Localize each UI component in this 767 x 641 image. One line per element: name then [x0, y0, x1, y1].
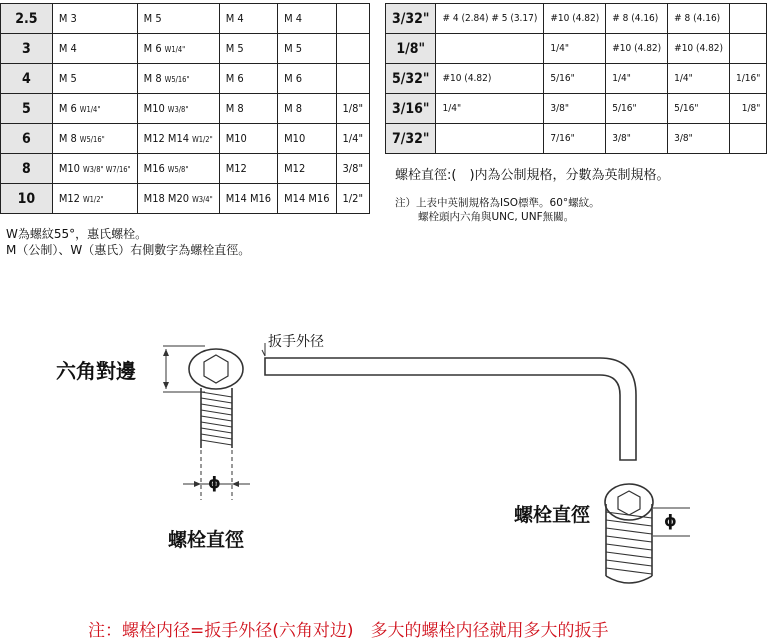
bolt-size-cell: 1/4" — [668, 64, 730, 94]
bolt-size-cell: 1/4" — [544, 34, 606, 64]
table-row — [1, 64, 370, 94]
inch-size-cell: 1/4" — [336, 124, 369, 154]
whitworth-size-text: W5/16" — [164, 75, 190, 84]
bolt-diameter-label-right: 螺栓直徑 — [514, 504, 591, 526]
footnote-1: 注）上表中英制規格為ISO標準。60°螺紋。 — [395, 197, 600, 209]
wrench-size-cell: 5 — [1, 94, 53, 124]
wrench-size-cell: 2.5 — [1, 4, 53, 34]
bolt-head-left — [189, 349, 243, 389]
bolt-size-cell — [52, 34, 137, 64]
whitworth-size-text: W5/8" — [167, 165, 189, 174]
bolt-size-text: M 6 — [58, 102, 77, 115]
bolt-size-cell — [137, 64, 219, 94]
wrench-size-cell: 3/32" — [386, 4, 436, 34]
bolt-size-cell — [730, 4, 767, 34]
table-row — [1, 94, 370, 124]
whitworth-size-text: W3/8" W7/16" — [82, 165, 131, 174]
bolt-size-cell: # 8 (4.16) — [668, 4, 730, 34]
bolt-size-cell: M14 M16 — [219, 184, 277, 214]
bolt-size-cell: 3/8" — [606, 124, 668, 154]
bolt-size-text: M 8 — [143, 72, 162, 85]
bolt-size-cell: M 8 — [219, 94, 277, 124]
wrench-size-cell: 10 — [1, 184, 53, 214]
phi-symbol-right: ϕ — [664, 511, 677, 530]
bolt-size-cell: 1/16" — [730, 64, 767, 94]
bolt-size-cell — [436, 124, 544, 154]
bolt-size-cell — [730, 124, 767, 154]
diameter-note: 螺栓直徑:( )内為公制規格，分數為英制規格。 — [395, 168, 670, 183]
whitworth-size-text: W1/4" — [164, 45, 186, 54]
table-row — [386, 4, 767, 34]
bolt-size-text: M12 M14 — [143, 132, 190, 145]
bolt-size-text: M 6 — [143, 42, 162, 55]
bolt-size-cell: 5/16" — [544, 64, 606, 94]
bolt-size-cell: #10 (4.82) — [668, 34, 730, 64]
whitworth-size-text: W3/4" — [192, 195, 213, 204]
bolt-size-text: M12 — [58, 192, 80, 205]
bolt-size-cell: 7/16" — [544, 124, 606, 154]
m-note: M（公制）、W（惠氏）右側數字為螺栓直徑。 — [6, 243, 251, 257]
bolt-size-cell — [137, 124, 219, 154]
table-row — [1, 4, 370, 34]
bolt-size-cell — [52, 154, 137, 184]
bolt-size-cell: M 4 — [219, 4, 277, 34]
bolt-size-cell — [137, 34, 219, 64]
inch-size-cell — [336, 64, 369, 94]
bolt-size-text: M18 M20 — [143, 192, 190, 205]
table-row — [386, 64, 767, 94]
bolt-size-cell: #10 (4.82) — [606, 34, 668, 64]
bolt-size-cell: 5/16" — [668, 94, 730, 124]
bottom-warning-note: 注：螺栓内径=扳手外径(六角对边) 多大的螺栓内径就用多大的扳手 — [88, 621, 609, 641]
w-note: W為螺紋55°，惠氏螺栓。 — [6, 227, 148, 241]
inch-size-table — [385, 3, 767, 154]
bolt-size-cell: # 4 (2.84) # 5 (3.17) — [436, 4, 544, 34]
inch-size-cell — [336, 4, 369, 34]
bolt-size-cell: #10 (4.82) — [436, 64, 544, 94]
bolt-size-cell: M10 — [219, 124, 277, 154]
hex-socket-left — [204, 355, 228, 383]
bolt-size-cell: M 6 — [278, 64, 336, 94]
wrench-size-cell: 3 — [1, 34, 53, 64]
bolt-size-cell — [137, 94, 219, 124]
bolt-size-cell — [52, 4, 137, 34]
hex-wrench — [265, 358, 636, 460]
bolt-size-cell: M10 — [278, 124, 336, 154]
whitworth-size-text: W1/2" — [82, 195, 104, 204]
wrench-size-cell: 6 — [1, 124, 53, 154]
bolt-size-cell: M 5 — [219, 34, 277, 64]
footnote-2: 螺栓頭内六角與UNC, UNF無關。 — [418, 211, 575, 223]
table-row — [1, 34, 370, 64]
bolt-size-cell: # 8 (4.16) — [606, 4, 668, 34]
bolt-size-cell: 3/8" — [668, 124, 730, 154]
bolt-size-cell — [730, 34, 767, 64]
whitworth-size-text: W3/8" — [167, 105, 189, 114]
inch-size-cell — [336, 34, 369, 64]
bolt-size-text: M16 — [143, 162, 165, 175]
bolt-size-cell — [436, 34, 544, 64]
wrench-size-cell: 4 — [1, 64, 53, 94]
inch-size-cell: 3/8" — [336, 154, 369, 184]
table-row — [1, 154, 370, 184]
bolt-head-right — [605, 484, 653, 520]
bolt-size-cell: 3/8" — [544, 94, 606, 124]
bolt-size-text: M 8 — [58, 132, 77, 145]
phi-symbol-left: ϕ — [208, 473, 221, 492]
bolt-size-text: M10 — [58, 162, 80, 175]
wrench-size-cell: 1/8" — [386, 34, 436, 64]
table-row — [386, 34, 767, 64]
bolt-size-cell — [137, 154, 219, 184]
bolt-size-cell: M 8 — [278, 94, 336, 124]
bolt-size-cell: 5/16" — [606, 94, 668, 124]
table-row — [386, 94, 767, 124]
bolt-size-cell: 1/4" — [436, 94, 544, 124]
metric-size-table — [0, 3, 370, 214]
bolt-size-cell — [137, 184, 219, 214]
table-row — [386, 124, 767, 154]
bolt-size-cell — [52, 64, 137, 94]
bolt-size-cell — [52, 124, 137, 154]
table-row — [1, 124, 370, 154]
bolt-size-text: M 5 — [58, 72, 77, 85]
bolt-size-cell: M 5 — [278, 34, 336, 64]
wrench-size-cell: 7/32" — [386, 124, 436, 154]
whitworth-size-text: W1/2" — [192, 135, 213, 144]
hex-across-flats-label: 六角對邊 — [56, 359, 136, 383]
bolt-size-text: M 4 — [58, 42, 77, 55]
bolt-size-cell: #10 (4.82) — [544, 4, 606, 34]
inch-size-cell: 1/2" — [336, 184, 369, 214]
bolt-size-cell: M14 M16 — [278, 184, 336, 214]
bolt-size-cell — [137, 4, 219, 34]
bolt-size-cell: M12 — [278, 154, 336, 184]
whitworth-size-text: W1/4" — [79, 105, 101, 114]
inch-size-cell: 1/8" — [336, 94, 369, 124]
bolt-size-cell — [52, 94, 137, 124]
whitworth-size-text: W5/16" — [79, 135, 105, 144]
wrench-size-cell: 3/16" — [386, 94, 436, 124]
bolt-size-text: M 5 — [143, 12, 162, 25]
bolt-size-cell: M 4 — [278, 4, 336, 34]
bolt-size-text: M10 — [143, 102, 165, 115]
table-row — [1, 184, 370, 214]
wrench-size-cell: 8 — [1, 154, 53, 184]
wrench-size-cell: 5/32" — [386, 64, 436, 94]
bolt-size-text: M 3 — [58, 12, 77, 25]
bolt-size-cell: 1/4" — [606, 64, 668, 94]
wrench-outer-diameter-label: 扳手外径 — [268, 334, 324, 350]
bolt-size-cell: 1/8" — [730, 94, 767, 124]
bolt-size-cell: M 6 — [219, 64, 277, 94]
bolt-diameter-label-left: 螺栓直徑 — [168, 529, 245, 551]
bolt-size-cell — [52, 184, 137, 214]
bolt-size-cell: M12 — [219, 154, 277, 184]
